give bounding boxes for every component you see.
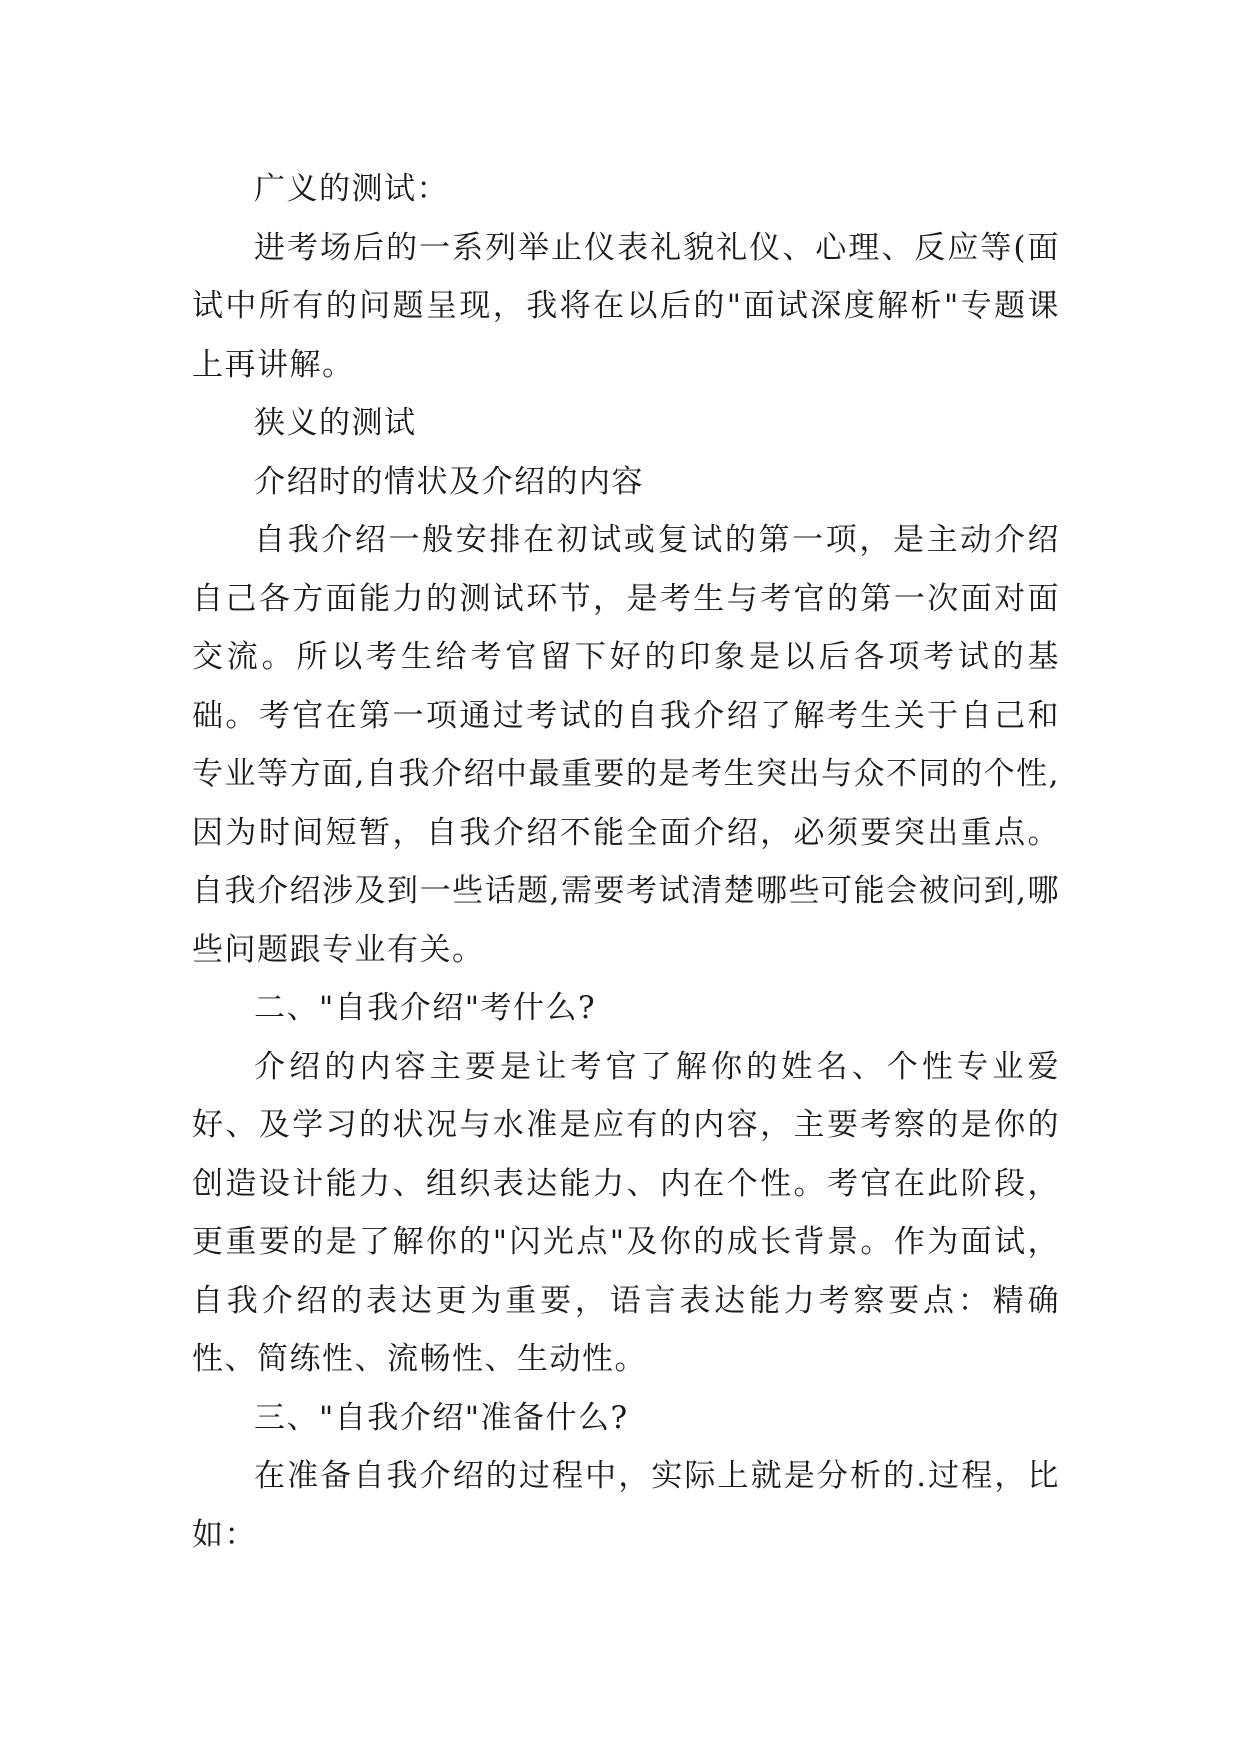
paragraph-narrow-test-heading: 狭义的测试: [254, 405, 417, 441]
paragraph-broad-test-heading: 广义的测试：: [254, 171, 449, 207]
document-body: [192, 160, 1060, 1564]
paragraph-broad-test-body: 进考场后的一系列举止仪表礼貌礼仪、心理、反应等(面试中所有的问题呈现，我将在以后的"面试深度解析"专题课上再讲解。: [192, 229, 1060, 383]
paragraph-what-prepare-body: 在准备自我介绍的过程中，实际上就是分析的.过程，比如：: [192, 1458, 1060, 1553]
paragraph-intro-content-heading: 介绍时的情状及介绍的内容: [254, 463, 644, 500]
paragraph-what-tested-body: 介绍的内容主要是让考官了解你的姓名、个性专业爱好、及学习的状况与水准是应有的内容，主要考察的是你的创造设计能力、组织表达能力、内在个性。考官在此阶段，更重要的是了解你的"闪光点"及你的成长背景。作为面试，自我介绍的表达更为重要，语言表达能力考察要点：精确性、简练性、流畅性、生动性。: [192, 1048, 1060, 1377]
section-heading-what-tested: 二、"自我介绍"考什么?: [254, 990, 597, 1026]
section-heading-what-prepare: 三、"自我介绍"准备什么?: [254, 1399, 629, 1436]
paragraph-intro-overview: 自我介绍一般安排在初试或复试的第一项，是主动介绍自己各方面能力的测试环节，是考生与考官的第一次面对面交流。所以考生给考官留下好的印象是以后各项考试的基础。考官在第一项通过考试的自我介绍了解考生关于自己和专业等方面,自我介绍中最重要的是考生突出与众不同的个性,因为时间短暂，自我介绍不能全面介绍，必须要突出重点。自我介绍涉及到一些话题,需要考试清楚哪些可能会被问到,哪些问题跟专业有关。: [192, 522, 1060, 968]
